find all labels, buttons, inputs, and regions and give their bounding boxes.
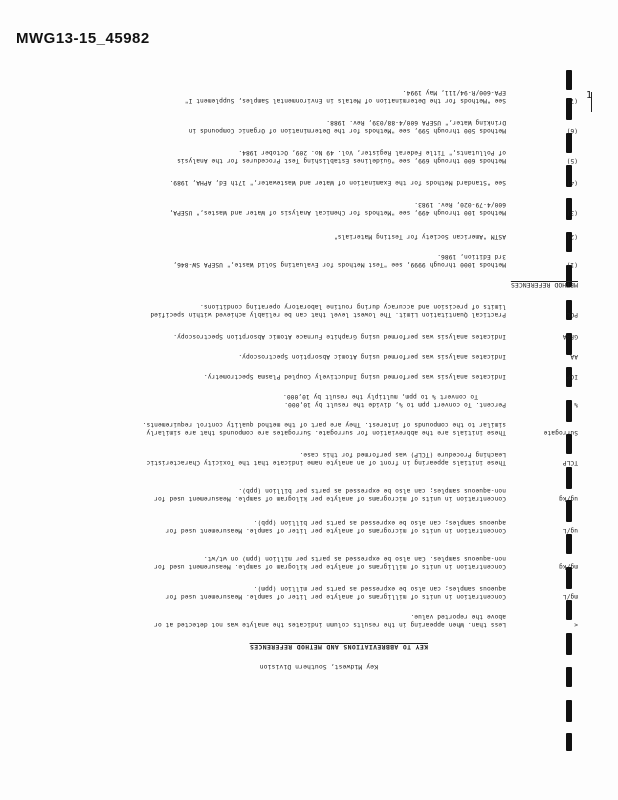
abbr-code-pql: PQL: [566, 311, 578, 318]
abbr-text: non-aqueous samples. Can also be expressed as parts per million (ppm) on wt/wt.: [203, 555, 506, 562]
ref-number: (5): [566, 157, 578, 164]
abbr-text: These initials are the abbreviation for surrogate. Surrogates are compounds that are similarly: [146, 429, 506, 436]
abbr-text: aqueous samples; can also be expressed as parts per billion (ppb).: [253, 519, 506, 526]
ref-text: See "Standard Methods for the Examination of Water and Wastewater," 17th Ed, APHA, 1989.: [169, 179, 506, 186]
abbr-text: Indicates analysis was performed using Graphite Furnace Atomic Absorption Spectroscopy.: [173, 333, 506, 340]
page-title: KEY TO ABBREVIATIONS AND METHOD REFERENCES: [249, 643, 428, 651]
abbr-text: Indicates analysis was performed using Inductively Coupled Plasma Spectrometry.: [203, 373, 506, 380]
abbr-code-ug-l: ug/L: [562, 527, 578, 534]
abbr-text: similar to the compounds of interest. They are part of the method quality control requirements.: [142, 421, 506, 428]
ref-number: (1): [566, 261, 578, 268]
ref-text: EPA-600/R-94/111, May 1994.: [402, 89, 506, 96]
abbr-text: Concentration in units of micrograms of analyte per liter of sample. Measurement used for: [165, 527, 506, 534]
ref-number: (6): [566, 127, 578, 134]
abbr-code-gfaa: GFAA: [562, 333, 578, 340]
abbr-text: Concentration in units of milligrams of analyte per kilogram of sample. Measurement used for: [154, 563, 506, 570]
document-id: MWG13-15_45982: [16, 30, 150, 47]
lab-header: Key Midwest, Southern Division: [259, 663, 378, 671]
ref-text: Drinking Water," USEPA 600/4-88/039, Rev. 1988.: [326, 119, 506, 126]
ref-text: Methods 100 through 499, see "Methods for Chemical Analysis of Water and Wastes," USEPA,: [169, 209, 506, 216]
abbr-code-percent: %: [574, 401, 578, 408]
abbr-code-mg-l: mg/L: [562, 593, 578, 600]
abbr-text: Percent. To convert ppm to %, divide the result by 10,000.: [284, 401, 506, 408]
abbr-code-lt: <: [574, 621, 578, 628]
abbr-text: Indicates analysis was performed using Atomic Absorption Spectroscopy.: [238, 353, 506, 360]
abbr-code-aa: AA: [570, 353, 578, 360]
abbr-code-surrogate: Surrogate: [543, 429, 578, 436]
abbr-text: Concentration in units of micrograms of analyte per kilogram of sample. Measurement used for: [154, 495, 506, 502]
ref-text: See "Methods for the Determination of Metals in Environmental Samples, Supplement I": [184, 97, 506, 104]
abbr-text: aqueous samples; can also be expressed as parts per million (ppm).: [253, 585, 506, 592]
ref-text: Methods 1000 through 9999, see "Test Methods for Evaluating Solid Waste," USEPA SW-846,: [173, 261, 506, 268]
ref-text: of Pollutants," Title Federal Register, Vol. 49 No. 209, October 1984.: [238, 149, 506, 156]
abbr-text: These initials appearing in front of an analyte name indicate that the Toxicity Characteristic: [146, 459, 506, 466]
abbr-text: Practical Quantitation Limit. The lowest level that can be reliably achieved within specified: [150, 311, 506, 318]
ref-text: 3rd Edition, 1986.: [437, 253, 506, 260]
abbr-text: Less than. When appearing in the results column indicates the analyte was not detected at or: [154, 621, 506, 628]
abbr-code-mg-kg: mg/kg: [558, 563, 578, 570]
abbr-code-icp: ICP: [566, 373, 578, 380]
ref-number: (2): [566, 233, 578, 240]
ref-number: (3): [566, 209, 578, 216]
ref-text: 600/4-79-020, Rev. 1983.: [414, 201, 506, 208]
method-references-heading: METHOD REFERENCES: [510, 281, 578, 289]
abbr-code-tclp: TCLP: [562, 459, 578, 466]
page-mark: 1: [586, 90, 593, 101]
abbr-text: Leaching Procedure (TCLP) was performed for this case.: [299, 451, 506, 458]
ref-number: (7): [566, 97, 578, 104]
ref-number: (4): [566, 179, 578, 186]
abbr-text: non-aqueous samples; can also be expressed as parts per billion (ppb).: [238, 487, 506, 494]
ref-text: ASTM "American Society for Testing Materials": [333, 233, 506, 240]
abbr-code-ug-kg: ug/kg: [558, 495, 578, 502]
ref-text: Methods 600 through 699, see "Guidelines Establishing Test Procedures for the Analysis: [177, 157, 506, 164]
abbr-text: To convert % to ppm, multiply the result by 10,000.: [282, 393, 478, 400]
abbr-text: limits of precision and accuracy during routine laboratory operating conditions.: [199, 303, 506, 310]
abbr-text: Concentration in units of milligrams of analyte per liter of sample. Measurement used for: [165, 593, 506, 600]
ref-text: Methods 500 through 599, see "Methods for the Determination of Organic Compounds in: [188, 127, 506, 134]
abbr-text: above the reported value.: [410, 613, 506, 620]
